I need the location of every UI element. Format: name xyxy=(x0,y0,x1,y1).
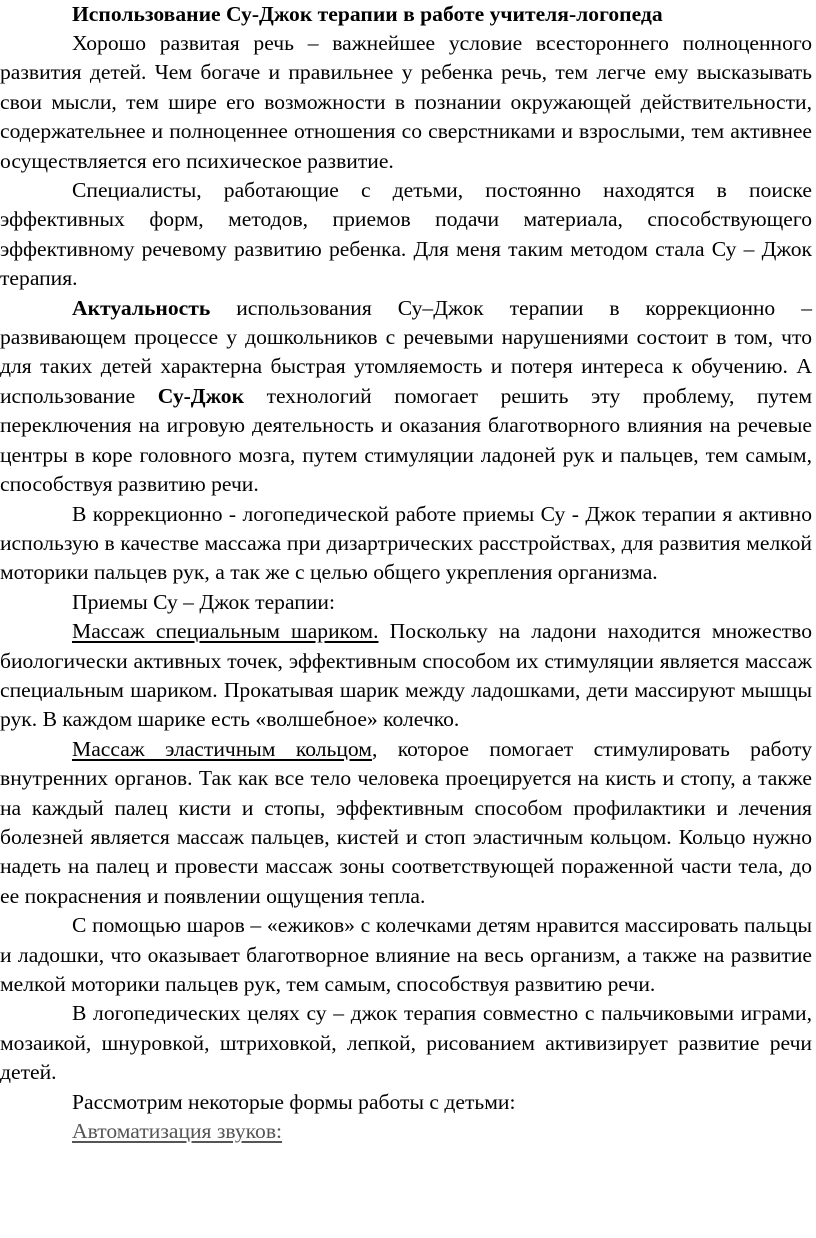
paragraph-hedgehog-balls: С помощью шаров – «ежиков» с колечками детям нравится массировать пальцы и ладошки, что оказывает благотворное влияние на весь организм, а также на развитие мелкой моторики пальцев рук, тем самым, способствуя развитию речи. xyxy=(0,913,812,996)
paragraph-work-forms: Рассмотрим некоторые формы работы с детьми: xyxy=(72,1089,516,1114)
paragraph-relevance xyxy=(0,294,812,500)
ball-massage-heading: Массаж специальным шариком. xyxy=(72,619,379,644)
paragraph-correction-work: В коррекционно - логопедической работе приемы Су - Джок терапии я активно использую в качестве массажа при дизартрических расстройствах, для развития мелкой моторики пальцев рук, а так же с целью общего укрепления организма. xyxy=(0,501,812,585)
relevance-text-2: технологий помогает решить эту проблему, путем переключения на игровую деятельность и оказания благотворного влияния на речевые центры в коре головного мозга, путем стимуляции ладоней рук и пальцев, тем самым, способствуя развитию речи. xyxy=(0,383,812,497)
sound-automation-heading: Автоматизация звуков: xyxy=(72,1119,283,1144)
paragraph-specialists: Специалисты, работающие с детьми, постоянно находятся в поиске эффективных форм, методов, приемов подачи материала, способствующего эффективному речевому развитию ребенка. Для меня таким методом стала Су – Джок терапия. xyxy=(0,178,812,291)
paragraph-speech-therapy-goals: В логопедических целях су – джок терапия совместно с пальчиковыми играми, мозаикой, шнуровкой, штриховкой, лепкой, рисованием активизирует развитие речи детей. xyxy=(0,1001,812,1085)
ring-massage-heading: Массаж эластичным кольцом xyxy=(72,736,372,761)
paragraph-ring-massage xyxy=(0,735,812,911)
paragraph-techniques-heading: Приемы Су – Джок терапии: xyxy=(72,589,335,614)
ring-massage-text: , которое помогает стимулировать работу внутренних органов. Так как все тело человека проецируется на кисть и стопу, а также на каждый палец кисти и стопы, эффективным способом профилактики и лечения болезней является массаж пальцев, кистей и стоп эластичным кольцом. Кольцо нужно надеть на палец и провести массаж зоны соответствующей пораженной части тела, до ее покраснения и появлении ощущения тепла. xyxy=(0,736,812,908)
ball-massage-text: Поскольку на ладони находится множество биологически активных точек, эффективным способом их стимуляции является массаж специальным шариком. Прокатывая шарик между ладошками, дети массируют мышцы рук. В каждом шарике есть «волшебное» колечко. xyxy=(0,619,813,732)
relevance-bold-term: Актуальность xyxy=(72,295,211,320)
relevance-text-1: использования Су–Джок терапии в коррекционно – развивающем процессе у дошкольников с речевыми нарушениями состоит в том, что для таких детей характерна быстрая утомляемость и потеря интереса к обучению. А использование xyxy=(0,295,812,408)
su-jok-bold-term: Су-Джок xyxy=(157,383,245,408)
paragraph-intro: Хорошо развитая речь – важнейшее условие всестороннего полноценного развития детей. Чем богаче и правильнее у ребенка речь, тем легче ему высказывать свои мысли, тем шире его возможности в познании окружающей действительности, содержательнее и полноценнее отношения со сверстниками и взрослыми, тем активнее осуществляется его психическое развитие. xyxy=(0,31,812,173)
paragraph-sound-automation xyxy=(0,1117,812,1146)
paragraph-ball-massage xyxy=(0,617,812,735)
document-title: Использование Су-Джок терапии в работе учителя-логопеда xyxy=(72,2,663,26)
